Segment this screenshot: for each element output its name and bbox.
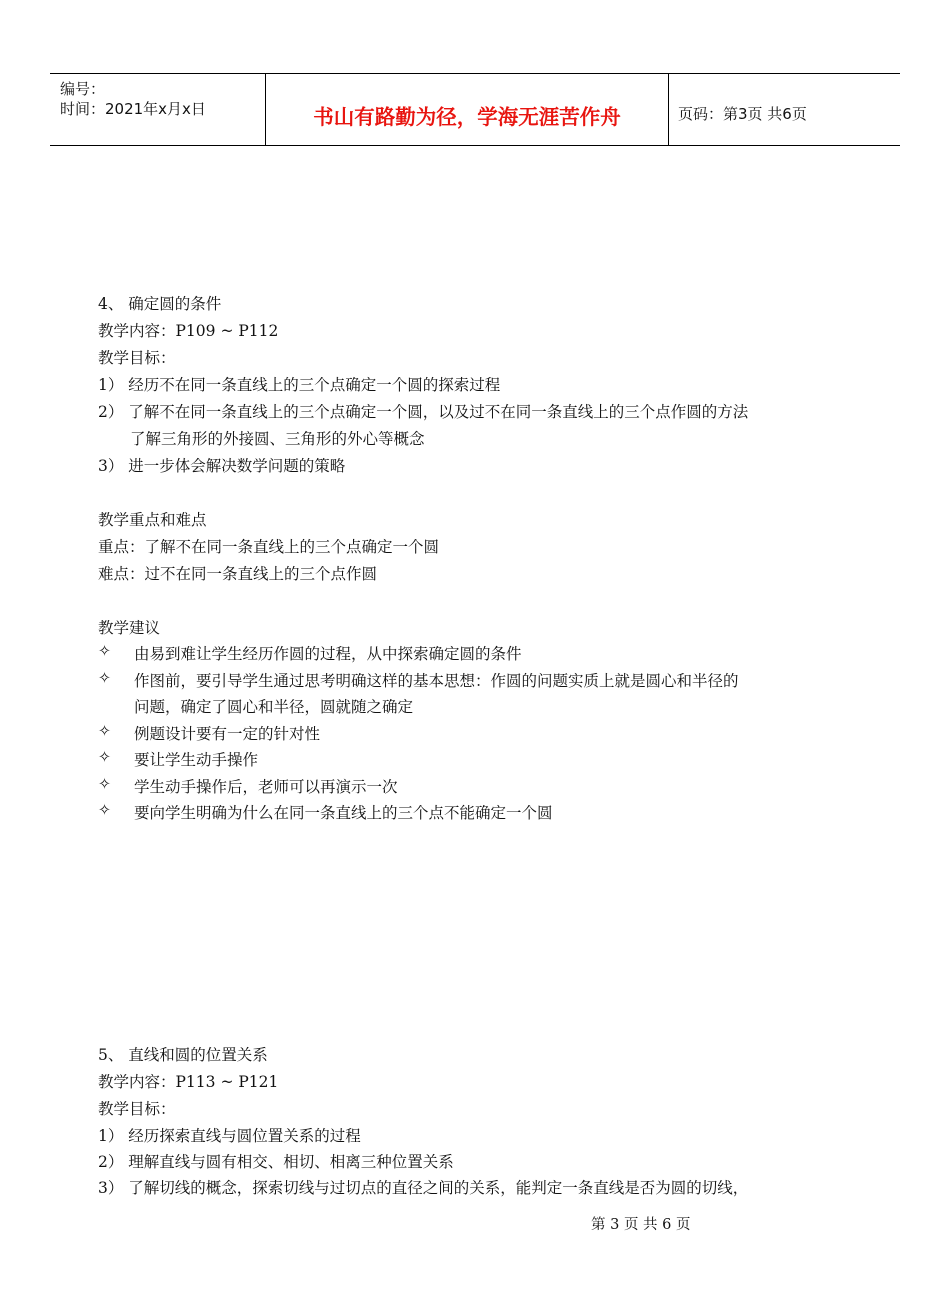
bullet-icon: ✧ xyxy=(98,801,111,819)
section-title: 5、 直线和圆的位置关系 xyxy=(98,1046,268,1064)
advice-text: 作图前，要引导学生通过思考明确这样的基本思想：作圆的问题实质上就是圆心和半径的 xyxy=(134,672,739,690)
bullet-icon: ✧ xyxy=(98,722,111,740)
advice-text: 例题设计要有一定的针对性 xyxy=(134,725,321,743)
advice-title: 教学建议 xyxy=(98,619,161,637)
number-label: 编号： xyxy=(60,80,106,98)
bullet-icon: ✧ xyxy=(98,748,111,766)
goal-item: 3） 进一步体会解决数学问题的策略 xyxy=(98,457,346,475)
header-middle-cell xyxy=(266,74,669,145)
bullet-icon: ✧ xyxy=(98,775,111,793)
goal-item-continued: 了解三角形的外接圆、三角形的外心等概念 xyxy=(130,430,425,448)
motto-text: 书山有路勤为径，学海无涯苦作舟 xyxy=(313,105,621,129)
teaching-content: 教学内容：P113 ~ P121 xyxy=(98,1073,279,1091)
section-title: 4、 确定圆的条件 xyxy=(98,295,222,313)
advice-text: 由易到难让学生经历作圆的过程，从中探索确定圆的条件 xyxy=(134,645,522,663)
page-footer: 第 3 页 共 6 页 xyxy=(591,1217,691,1233)
goal-item: 2） 理解直线与圆有相交、相切、相离三种位置关系 xyxy=(98,1153,454,1171)
goal-item: 3） 了解切线的概念，探索切线与过切点的直径之间的关系，能判定一条直线是否为圆的切线， xyxy=(98,1179,749,1197)
key-points-title: 教学重点和难点 xyxy=(98,511,207,529)
bullet-icon: ✧ xyxy=(98,642,111,660)
goal-item: 2） 了解不在同一条直线上的三个点确定一个圆，以及过不在同一条直线上的三个点作圆的方法 xyxy=(98,403,749,421)
advice-text: 学生动手操作后，老师可以再演示一次 xyxy=(134,778,398,796)
header-page-label: 页码：第3页 共6页 xyxy=(678,105,807,123)
teaching-content: 教学内容：P109 ~ P112 xyxy=(98,322,279,340)
page-header xyxy=(50,73,900,146)
key-point: 重点：了解不在同一条直线上的三个点确定一个圆 xyxy=(98,538,440,556)
difficult-point: 难点：过不在同一条直线上的三个点作圆 xyxy=(98,565,378,583)
bullet-icon: ✧ xyxy=(98,669,111,687)
time-label: 时间：2021年x月x日 xyxy=(60,100,206,118)
goals-label: 教学目标： xyxy=(98,349,176,367)
header-left-cell xyxy=(50,74,266,145)
goal-item: 1） 经历探索直线与圆位置关系的过程 xyxy=(98,1127,361,1145)
header-right-cell xyxy=(669,74,900,145)
goal-item: 1） 经历不在同一条直线上的三个点确定一个圆的探索过程 xyxy=(98,376,501,394)
goals-label: 教学目标： xyxy=(98,1100,176,1118)
advice-text: 要向学生明确为什么在同一条直线上的三个点不能确定一个圆 xyxy=(134,804,553,822)
advice-text: 要让学生动手操作 xyxy=(134,751,259,769)
advice-text-continued: 问题，确定了圆心和半径，圆就随之确定 xyxy=(134,698,414,716)
